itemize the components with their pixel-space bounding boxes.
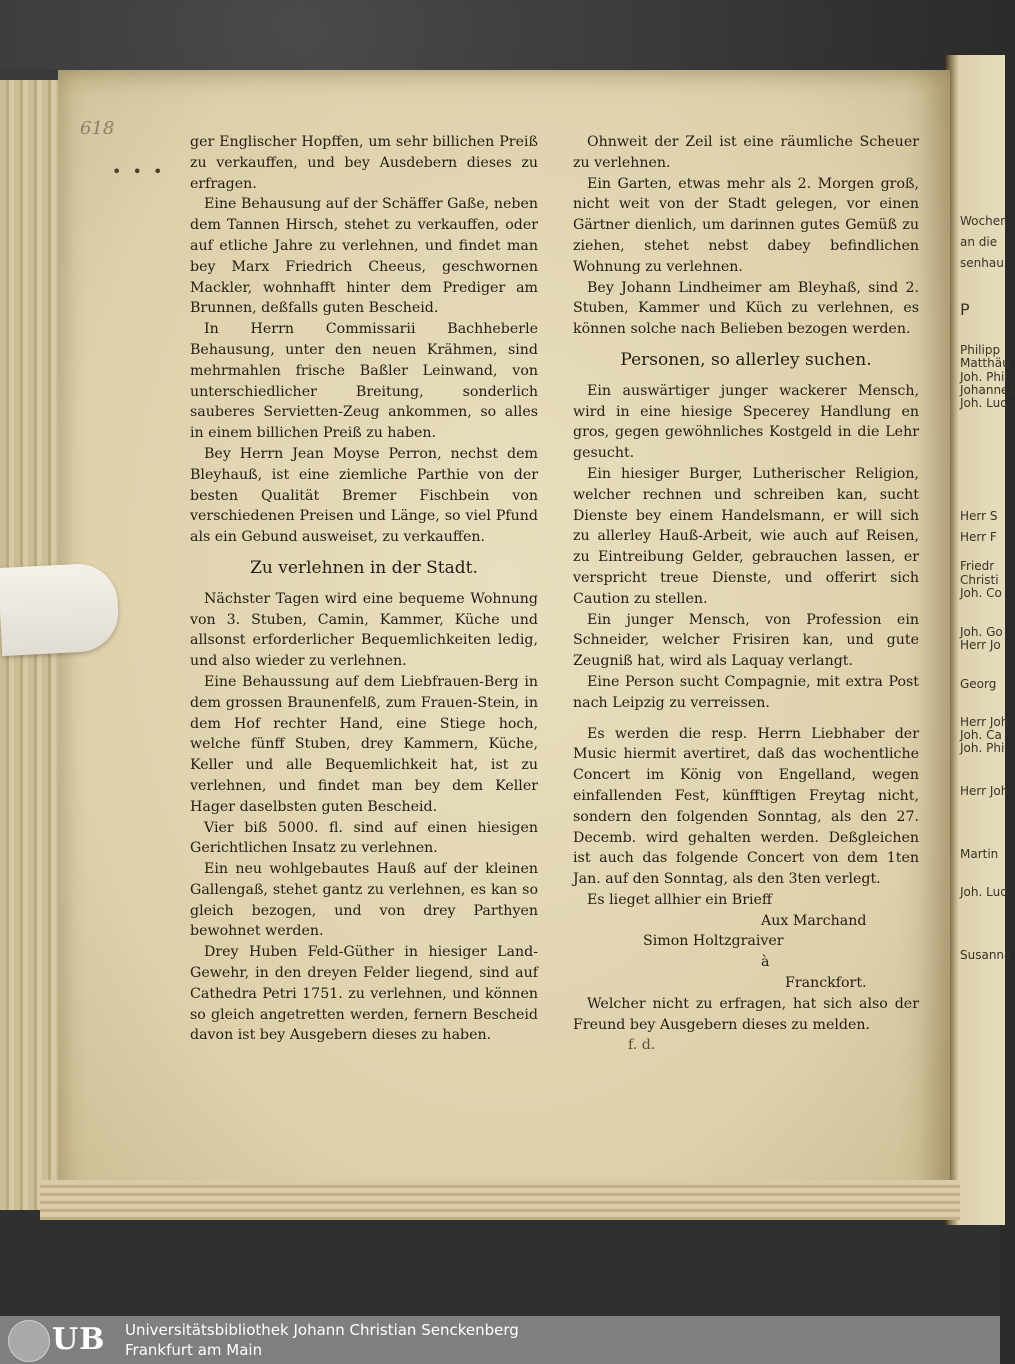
adjacent-line: Joh. Phil [960, 369, 1008, 384]
paragraph: Es werden die resp. Herrn Liebhaber der Music hiermit avertiret, daß das wochentliche Concert im König von Engelland, wegen einfallenden Fest, künfftigen Freytag nicht, sondern den folgenden Sonntag, als den 27. Decemb. wird gehalten werden. Deßgleichen ist auch das folgende Concert von dem 1ten Jan. auf den Sonntag, als den 3ten verlegt. [573, 725, 919, 888]
adjacent-line: senhau [960, 256, 1004, 271]
adjacent-line: P [960, 299, 970, 319]
adjacent-line: Herr Joh [960, 714, 1009, 729]
seal-icon [8, 1320, 50, 1362]
paragraph: Ein junger Mensch, von Profession ein Schneider, welcher Frisiren kan, und gute Zeugniß hat, wird als Laquay verlangt. [573, 611, 919, 670]
adjacent-line: Joh. Lud [960, 884, 1008, 899]
paragraph: Vier biß 5000. fl. sind auf einen hiesigen Gerichtlichen Insatz zu verlehnen. [190, 819, 538, 857]
ub-logo [8, 1320, 116, 1360]
library-name-line1: Universitätsbibliothek Johann Christian Senckenberg [125, 1321, 519, 1339]
letter-address-line: Aux Marchand [761, 912, 867, 929]
page-edges-bottom [40, 1180, 960, 1220]
adjacent-line: Joh. Lud [960, 395, 1008, 410]
ornament-dots: • • • [112, 162, 166, 181]
paragraph: Eine Person sucht Compagnie, mit extra Post nach Leipzig zu verreissen. [573, 673, 919, 711]
section-heading: Personen, so allerley suchen. [620, 349, 872, 370]
paragraph: Welcher nicht zu erfragen, hat sich also der Freund bey Ausgebern dieses zu melden. [573, 995, 919, 1033]
adjacent-line: Wochen [960, 214, 1008, 228]
paragraph: Eine Behausung auf der Schäffer Gaße, neben dem Tannen Hirsch, stehet zu verkauffen, oder auf etliche Jahre zu verlehnen, und findet man bey Marx Friedrich Cheeus, geschwornen Mackler, wohnhafft hinter dem Prediger am Brunnen, deßfalls guten Bescheid. [190, 196, 538, 317]
adjacent-line: Joh. Phi [960, 740, 1005, 755]
adjacent-line: Joh. Ca [960, 727, 1002, 742]
letter-address-line: Simon Holtzgraiver [643, 933, 784, 950]
ub-logo-text: UB [52, 1322, 106, 1357]
paragraph: In Herrn Commissarii Bachheberle Behausung, unter den neuen Krähmen, sind mehrmahlen frische Baßler Leinwand, von unterschiedlicher Breitung, sonderlich sauberes Servietten-Zeug ankommen, so alles in einem billichen Preiß zu haben. [190, 321, 538, 442]
paragraph: Eine Behaussung auf dem Liebfrauen-Berg in dem grossen Braunenfelß, zum Frauen-Stein, in dem Hof rechter Hand, eine Stiege hoch, welche fünff Stuben, drey Kammern, Küche, Keller und alle Bequemlichkeit hat, ist zu verlehnen, und findet man bey dem Keller Hager daselbsten guten Bescheid. [190, 673, 538, 815]
letter-address-line: Franckfort. [785, 975, 867, 992]
adjacent-line: Herr Joh [960, 784, 1009, 799]
book-cover [0, 0, 1000, 70]
letter-address-line: à [761, 954, 770, 971]
paragraph: Ein auswärtiger junger wackerer Mensch, wird in eine hiesige Specerey Handlung en gros, gegen gewöhnliches Kostgeld in die Lehr gesucht. [573, 382, 919, 462]
paragraph: Ein neu wohlgebautes Hauß auf der kleinen Gallengaß, stehet gantz zu verlehnen, es kan so gleich bezogen, und von drey Parthyen bewohnet werden. [190, 861, 538, 940]
library-footer [0, 1316, 1000, 1364]
paragraph: Nächster Tagen wird eine bequeme Wohnung von 3. Stuben, Camin, Kammer, Küche und allsonst erforderlicher Bequemlichkeiten ledig, und also wieder zu verlehnen. [190, 590, 538, 670]
adjacent-page-text [960, 214, 1015, 962]
signature-mark: f. d. [628, 1037, 656, 1054]
adjacent-line: Susanna [960, 947, 1012, 962]
adjacent-line: an die [960, 235, 998, 250]
library-name [125, 1320, 519, 1360]
left-text-column [190, 132, 538, 1046]
adjacent-line: Matthäu [960, 356, 1010, 371]
adjacent-line: Joh. Go [960, 625, 1003, 640]
adjacent-line: Georg [960, 677, 997, 692]
paper-strip-bookmark [0, 562, 120, 656]
library-name-line2: Frankfurt am Main [125, 1341, 263, 1359]
section-heading: Zu verlehnen in der Stadt. [250, 557, 478, 578]
paragraph: Bey Herrn Jean Moyse Perron, nechst dem Bleyhauß, ist eine ziemliche Parthie von der besten Qualität Bremer Fischbein von verschiedenen Preisen und Länge, so viel Pfund als ein Gebund ausweiset, zu verkauffen. [190, 445, 538, 546]
paragraph: Drey Huben Feld-Güther in hiesiger Land-Gewehr, in den dreyen Felder liegend, sind auf Cathedra Petri 1751. zu verlehnen, und können so gleich angetretten werden, fernern Bescheid davon ist bey Ausgebern dieses zu haben. [190, 944, 538, 1044]
right-text-column [573, 132, 919, 1056]
paragraph: Bey Johann Lindheimer am Bleyhaß, sind 2. Stuben, Kammer und Küch zu verlehnen, es können solche nach Belieben bezogen werden. [573, 279, 919, 338]
paragraph: Es lieget allhier ein Brieff [587, 891, 773, 908]
paragraph: Ein hiesiger Burger, Lutherischer Religion, welcher rechnen und schreiben kan, sucht Dienste bey einem Handelsmann, er will sich zu allerley Hauß-Arbeit, wie auch auf Reisen, zu Eintreibung Gelder, gebrauchen lassen, er verspricht treue Dienste, und offerirt sich Caution zu stellen. [573, 465, 919, 607]
paragraph: Ohnweit der Zeil ist eine räumliche Scheuer zu verlehnen. [573, 134, 919, 171]
pencil-note: 618 [80, 118, 115, 139]
adjacent-line: Herr Jo [960, 638, 1001, 653]
adjacent-line: Martin [960, 847, 999, 862]
adjacent-line: Christi [960, 572, 999, 587]
adjacent-line: Friedr [960, 559, 995, 574]
adjacent-line: Joh. Co [960, 585, 1002, 600]
paragraph: ger Englischer Hopffen, um sehr billichen Preiß zu verkauffen, und bey Ausdebern dieses zu erfragen. [190, 134, 538, 192]
paragraph: Ein Garten, etwas mehr als 2. Morgen groß, nicht weit von der Stadt gelegen, vor einen Gärtner dienlich, um darinnen gutes Gemüß zu ziehen, stehet nebst dabey befindlichen Wohnung zu verlehnen. [573, 175, 919, 275]
adjacent-line: Herr F [960, 530, 997, 545]
adjacent-line: Philipp [960, 343, 1001, 358]
adjacent-line: Herr S [960, 509, 998, 524]
adjacent-line: Johannes [960, 382, 1015, 397]
